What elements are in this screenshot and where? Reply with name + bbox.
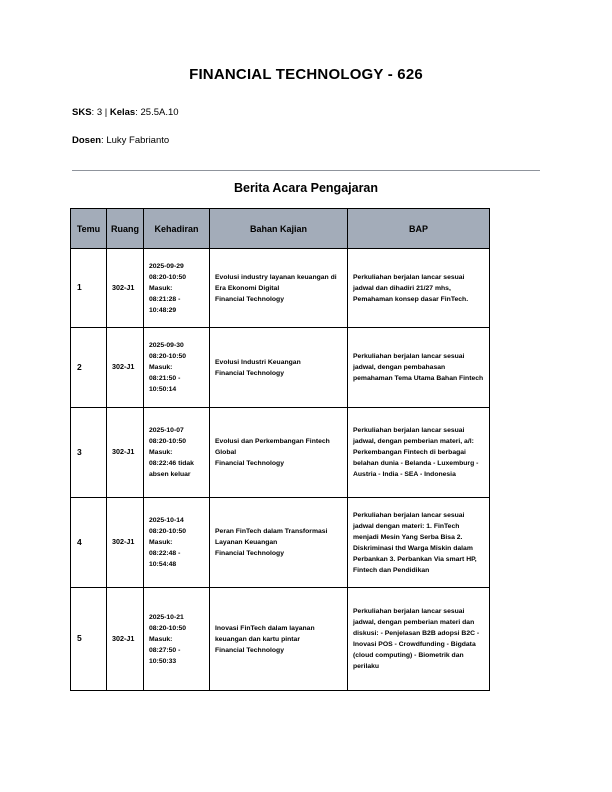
cell-line: Masuk: [149,364,173,371]
cell-line: Masuk: [149,539,173,546]
cell-kehadiran [144,498,210,588]
table-body [71,249,490,691]
cell-kehadiran [144,328,210,408]
cell-line: Inovasi FinTech dalam layanan keuangan dan kartu pintar [215,624,315,643]
cell-line: 2025-10-07 08:20-10:50 [149,427,187,445]
cell-temu: 5 [71,588,107,691]
meta-separator: | [102,107,110,118]
cell-kehadiran [144,588,210,691]
table-header-row [71,209,490,249]
lecturer-meta-line [72,135,169,146]
cell-ruang: 302-J1 [107,498,144,588]
cell-ruang: 302-J1 [107,408,144,498]
cell-line: Evolusi dan Perkembangan Fintech Global [215,438,330,456]
cell-temu: 2 [71,328,107,408]
cell-line: 2025-09-29 08:20-10:50 [149,262,187,281]
cell-kehadiran [144,249,210,328]
column-header-kehadiran: Kehadiran [144,209,210,249]
table-row [71,588,490,691]
cell-line: Masuk: [149,284,173,292]
cell-line: 08:22:48 - 10:54:48 [149,550,181,568]
cell-line: Masuk: [149,449,173,456]
cell-line: 08:21:50 - 10:50:14 [149,375,181,393]
cell-line: Financial Technology [215,460,284,467]
cell-line: 08:27:50 - 10:50:33 [149,646,181,665]
cell-line: 08:22:46 tidak absen keluar [149,460,194,478]
kelas-value: : 25.5A.10 [135,107,179,118]
column-header-ruang: Ruang [107,209,144,249]
cell-line: Peran FinTech dalam Transformasi Layanan Keuangan [215,528,328,546]
cell-bahan-kajian [210,498,348,588]
cell-bap: Perkuliahan berjalan lancar sesuai jadwal, dengan pemberian materi, a/l: Perkembangan Fintech di berbagai belahan dunia - Belanda - Luxemburg - Austria - India - SEA - Indonesia [348,408,490,498]
cell-line: 2025-09-30 08:20-10:50 [149,342,187,360]
cell-bap: Perkuliahan berjalan lancar sesuai jadwal dengan materi: 1. FinTech menjadi Mesin Yang Serba Bisa 2. Diskriminasi thd Warga Miskin dalam Perbankan 3. Perbankan Via smart HP, Fintech dan Pendidikan [348,498,490,588]
cell-bap: Perkuliahan berjalan lancar sesuai jadwal dan dihadiri 21/27 mhs, Pemahaman konsep dasar FinTech. [348,249,490,328]
column-header-bahan-kajian: Bahan Kajian [210,209,348,249]
berita-acara-table-wrap [70,208,490,691]
cell-line: 2025-10-14 08:20-10:50 [149,517,187,535]
dosen-value: : Luky Fabrianto [101,135,170,146]
cell-line: Financial Technology [215,369,284,377]
cell-ruang: 302-J1 [107,249,144,328]
dosen-label: Dosen [72,135,102,146]
sks-label: SKS [72,107,92,118]
cell-line: Evolusi Industri Keuangan [215,358,301,366]
cell-ruang: 302-J1 [107,588,144,691]
column-header-temu: Temu [71,209,107,249]
cell-line: Masuk: [149,635,173,643]
cell-line: Financial Technology [215,295,284,303]
cell-line: Financial Technology [215,550,284,557]
table-row [71,498,490,588]
cell-ruang: 302-J1 [107,328,144,408]
cell-temu: 1 [71,249,107,328]
cell-kehadiran [144,408,210,498]
cell-bahan-kajian [210,249,348,328]
cell-bahan-kajian [210,328,348,408]
cell-line: Evolusi industry layanan keuangan di Era Ekonomi Digital [215,273,337,292]
cell-line: 2025-10-21 08:20-10:50 [149,613,187,632]
table-row [71,249,490,328]
cell-bap: Perkuliahan berjalan lancar sesuai jadwal, dengan pemberian materi dan diskusi: - Penjelasan B2B adopsi B2C - Inovasi POS - Crowdfunding - Bigdata (cloud computing) - Biometrik dan perilaku [348,588,490,691]
cell-line: Financial Technology [215,646,284,654]
cell-bap: Perkuliahan berjalan lancar sesuai jadwal, dengan pembahasan pemahaman Tema Utama Bahan Fintech [348,328,490,408]
cell-bahan-kajian [210,588,348,691]
course-meta-line [72,107,179,118]
horizontal-divider [72,170,540,171]
cell-temu: 3 [71,408,107,498]
berita-acara-table [70,208,490,691]
section-heading: Berita Acara Pengajaran [233,181,379,195]
table-row [71,328,490,408]
cell-temu: 4 [71,498,107,588]
cell-bahan-kajian [210,408,348,498]
table-row [71,408,490,498]
column-header-bap: BAP [348,209,490,249]
page-title: FINANCIAL TECHNOLOGY - 626 [189,66,423,83]
sks-value: : 3 [91,107,103,118]
kelas-label: Kelas [109,107,136,118]
cell-line: 08:21:28 - 10:48:29 [149,295,181,314]
